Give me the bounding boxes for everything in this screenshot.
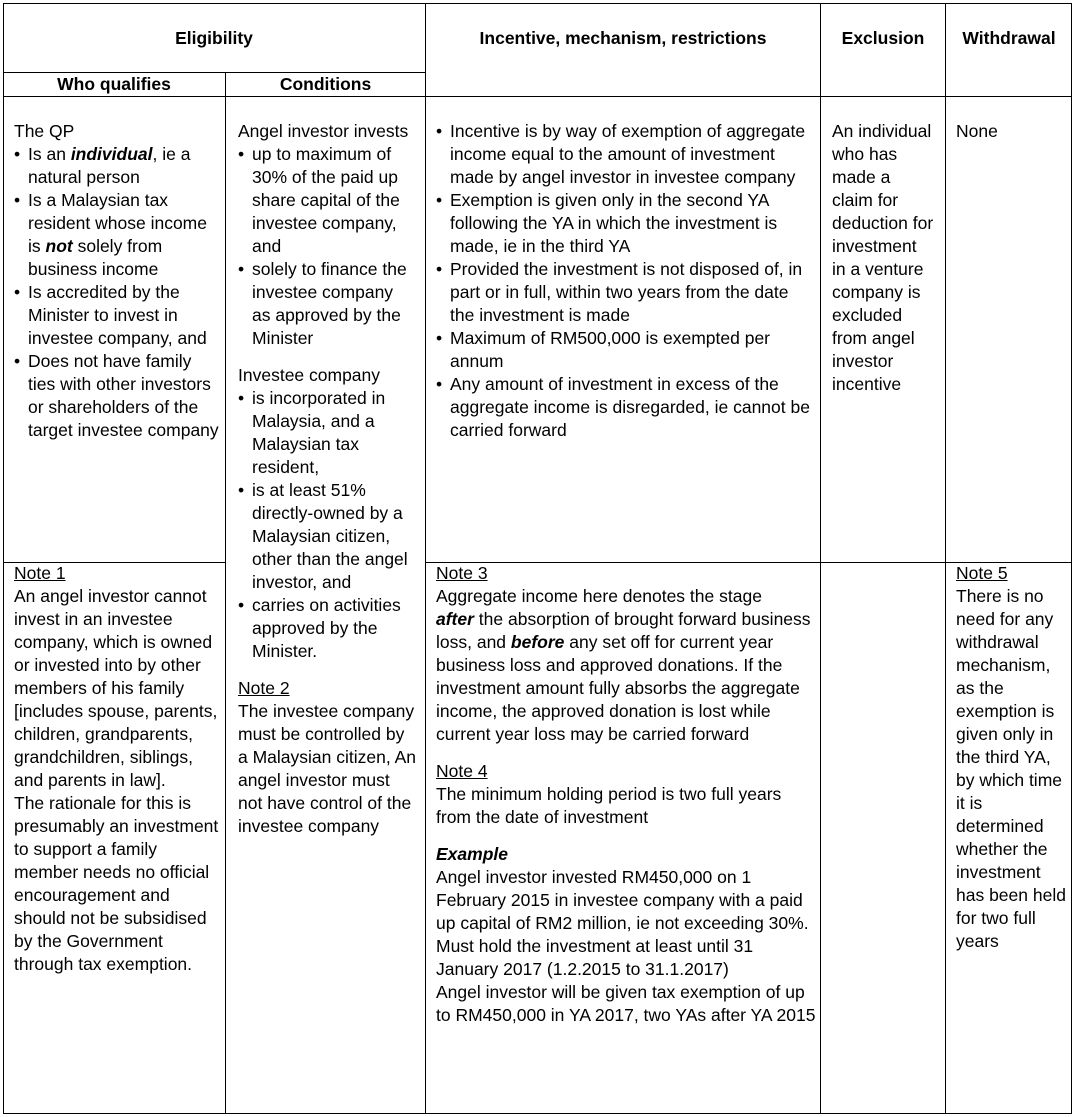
- note1-rationale: The rationale for this is presumably an investment to support a family member needs no official encouragement and should not be subsidised by the Government through tax exemption.: [14, 793, 219, 974]
- col-divider: [425, 3, 426, 1114]
- note3-title: Note 3: [436, 563, 488, 583]
- angel-investor-title: Angel investor invests: [238, 121, 409, 141]
- notes-cell: [436, 562, 816, 1027]
- note1-text: An angel investor cannot invest in an investee company, which is owned or invested into by other members of his family [includes spouse, parents, children, grandparents, grandchildren, siblings, and parents in law].: [14, 586, 218, 790]
- note1-title: Note 1: [14, 563, 66, 583]
- example-title: Example: [436, 844, 508, 864]
- example-text: Angel investor invested RM450,000 on 1 February 2015 in investee company with a paid up capital of RM2 million, ie not exceeding 30%. Must hold the investment at least until 31 January 2017 (1.2.2015 to 31.1.2017): [436, 867, 809, 979]
- incentive-cell: [436, 120, 816, 442]
- header-incentive: Incentive, mechanism, restrictions: [479, 28, 767, 48]
- qp-criteria-list: [14, 143, 220, 442]
- who-qualifies-cell: [14, 120, 220, 442]
- note1-cell: [14, 562, 220, 976]
- list-item: • up to maximum of 30% of the paid up share capital of the investee company, and: [238, 143, 416, 258]
- list-item: • Is accredited by the Minister to invest in investee company, and: [14, 281, 220, 350]
- note4-title: Note 4: [436, 761, 488, 781]
- list-item: • Exemption is given only in the second YA following the YA in which the investment is made, ie in the third YA: [436, 189, 816, 258]
- note2-text: The investee company must be controlled by a Malaysian citizen, An angel investor must not have control of the investee company: [238, 701, 417, 836]
- incentive-list: [436, 120, 816, 442]
- header-conditions: Conditions: [279, 74, 372, 94]
- note5-title: Note 5: [956, 563, 1008, 583]
- list-item: • Provided the investment is not disposed of, in part or in full, within two years from the date the investment is made: [436, 258, 816, 327]
- list-item: • solely to finance the investee company as approved by the Minister: [238, 258, 416, 350]
- list-item: • Maximum of RM500,000 is exempted per annum: [436, 327, 816, 373]
- header-withdrawal: Withdrawal: [962, 28, 1056, 48]
- note2-title: Note 2: [238, 678, 290, 698]
- list-item: • Any amount of investment in excess of the aggregate income is disregarded, ie cannot be carried forward: [436, 373, 816, 442]
- header-who-qualifies: Who qualifies: [57, 74, 171, 94]
- list-item: • Does not have family ties with other investors or shareholders of the target investee company: [14, 350, 220, 442]
- note5-text: There is no need for any withdrawal mechanism, as the exemption is given only in the third YA, by which time it is determined whether the investment has been held for two full years: [956, 586, 1066, 951]
- investee-company-title: Investee company: [238, 365, 381, 385]
- note4-text: The minimum holding period is two full years from the date of investment: [436, 784, 782, 827]
- list-item: • carries on activities approved by the Minister.: [238, 594, 416, 663]
- list-item: • is at least 51% directly-owned by a Malaysian citizen, other than the angel investor, and: [238, 479, 416, 594]
- withdrawal-cell: None: [956, 121, 998, 141]
- col-divider: [225, 72, 226, 1114]
- qp-title: The QP: [14, 121, 75, 141]
- header-eligibility: Eligibility: [175, 28, 253, 48]
- list-item: • Is a Malaysian tax resident whose income is not solely from business income: [14, 189, 220, 281]
- header-exclusion: Exclusion: [841, 28, 925, 48]
- note3-text: Aggregate income here denotes the stage after the absorption of brought forward business loss, and before any set off for current year business loss and approved donations. If the investment amount fully absorbs the aggregate income, the approved donation is lost while current year loss may be carried forward: [436, 586, 811, 744]
- note5-cell: [956, 562, 1066, 953]
- example-result: Angel investor will be given tax exemption of up to RM450,000 in YA 2017, two YAs after YA 2015: [436, 982, 816, 1025]
- col-divider: [945, 3, 946, 1114]
- list-item: • Incentive is by way of exemption of aggregate income equal to the amount of investment made by angel investor in investee company: [436, 120, 816, 189]
- conditions-cell: [238, 120, 416, 838]
- col-divider: [820, 3, 821, 1114]
- list-item: • is incorporated in Malaysia, and a Malaysian tax resident,: [238, 387, 416, 479]
- exclusion-cell: An individual who has made a claim for deduction for investment in a venture company is excluded from angel investor incentive: [832, 121, 934, 394]
- row-divider: [3, 96, 1072, 97]
- investee-company-list: [238, 387, 416, 663]
- angel-investor-list: [238, 143, 416, 350]
- list-item: • Is an individual, ie a natural person: [14, 143, 220, 189]
